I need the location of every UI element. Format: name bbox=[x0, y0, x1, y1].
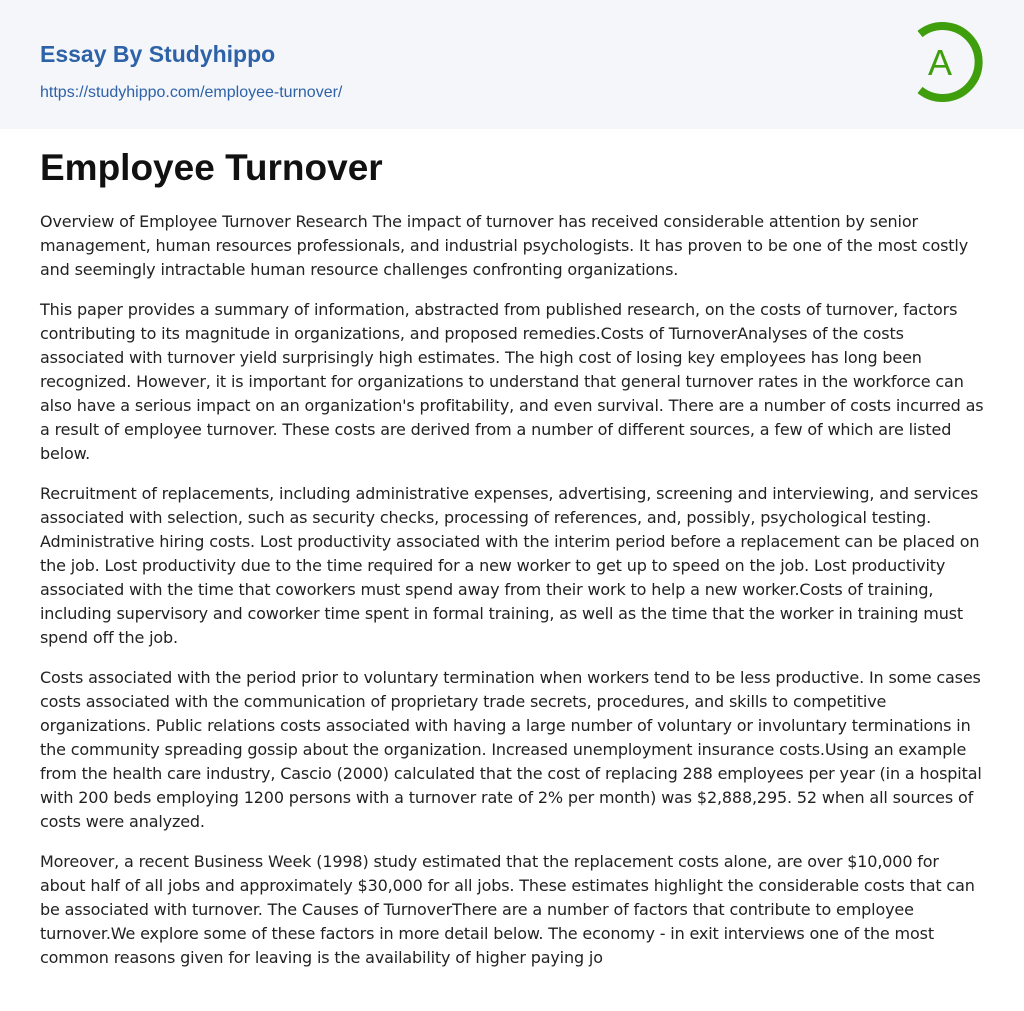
essay-url-link[interactable]: https://studyhippo.com/employee-turnover/ bbox=[40, 84, 343, 101]
essay-body bbox=[0, 194, 1024, 970]
paragraph: Recruitment of replacements, including administrative expenses, advertising, screening and interviewing, and services associated with selection, such as security checks, processing of references, and, possibly, psychological testing. Administrative hiring costs. Lost productivity associated with the interim period before a replacement can be placed on the job. Lost productivity due to the time required for a new worker to get up to speed on the job. Lost productivity associated with the time that coworkers must spend away from their work to help a new worker.Costs of training, including supervisory and coworker time spent in formal training, as well as the time that the worker in training must spend off the job. bbox=[40, 484, 980, 647]
paragraph: Overview of Employee Turnover Research The impact of turnover has received considerable attention by senior management, human resources professionals, and industrial psychologists. It has proven to be one of the most costly and seemingly intractable human resource challenges confronting organizations. bbox=[40, 212, 969, 279]
paragraph: Costs associated with the period prior to voluntary termination when workers tend to be less productive. In some cases costs associated with the communication of proprietary trade secrets, procedures, and skills to competitive organizations. Public relations costs associated with having a large number of voluntary or involuntary terminations in the community spreading gossip about the organization. Increased unemployment insurance costs.Using an example from the health care industry, Cascio (2000) calculated that the cost of replacing 288 employees per year (in a hospital with 200 beds employing 1200 persons with a turnover rate of 2% per month) was $2,888,295. 52 when all sources of costs were analyzed. bbox=[40, 668, 982, 831]
logo-letter: A bbox=[927, 42, 953, 83]
paragraph: Moreover, a recent Business Week (1998) study estimated that the replacement costs alone, are over $10,000 for about half of all jobs and approximately $30,000 for all jobs. These estimates highlight the considerable costs that can be associated with turnover. The Causes of TurnoverThere are a number of factors that contribute to employee turnover.We explore some of these factors in more detail below. The economy - in exit interviews one of the most common reasons given for leaving is the availability of higher paying jo bbox=[40, 852, 975, 967]
paragraph: This paper provides a summary of information, abstracted from published research, on the costs of turnover, factors contributing to its magnitude in organizations, and proposed remedies.Costs of TurnoverAnalyses of the costs associated with turnover yield surprisingly high estimates. The high cost of losing key employees has long been recognized. However, it is important for organizations to understand that general turnover rates in the workforce can also have a serious impact on an organization's profitability, and even survival. There are a number of costs incurred as a result of employee turnover. These costs are derived from a number of different sources, a few of which are listed below. bbox=[40, 300, 984, 463]
brand-title: Essay By Studyhippo bbox=[40, 41, 276, 67]
page-title: Employee Turnover bbox=[40, 147, 383, 188]
studyhippo-logo-icon[interactable] bbox=[906, 20, 986, 104]
